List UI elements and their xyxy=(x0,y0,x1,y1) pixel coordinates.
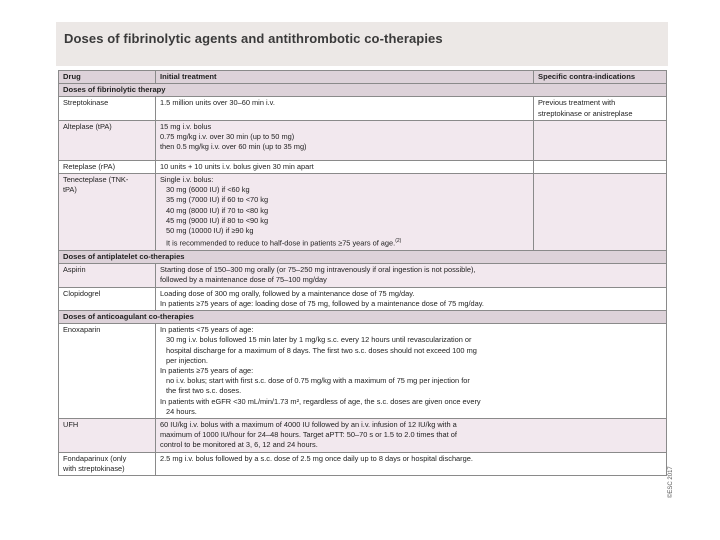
initial-streptokinase: 1.5 million units over 30–60 min i.v. xyxy=(156,97,534,120)
title-band xyxy=(56,22,668,66)
drug-alteplase: Alteplase (tPA) xyxy=(59,120,156,160)
header-initial-treatment: Initial treatment xyxy=(156,71,534,84)
dose-line: 60 IU/kg i.v. bolus with a maximum of 4000 IU followed by an i.v. infusion of 12 IU/kg with a xyxy=(160,419,457,429)
header-contra-indications: Specific contra-indications xyxy=(534,71,667,84)
table-row xyxy=(59,97,667,120)
drug-enoxaparin: Enoxaparin xyxy=(59,324,156,419)
drug-aspirin: Aspirin xyxy=(59,264,156,287)
dose-line: per injection. xyxy=(166,355,208,365)
table-row xyxy=(59,287,667,310)
contra-line: streptokinase or anistreplase xyxy=(538,108,633,118)
dosing-table-wrapper xyxy=(58,70,666,476)
drug-line: Fondaparinux (only xyxy=(63,453,127,463)
section-row-antiplatelet xyxy=(59,250,667,263)
initial-enoxaparin xyxy=(156,324,667,419)
table-row xyxy=(59,324,667,419)
drug-clopidogrel: Clopidogrel xyxy=(59,287,156,310)
dose-line: 30 mg i.v. bolus followed 15 min later by 1 mg/kg s.c. every 12 hours until revascularization or xyxy=(166,335,472,345)
page-title: Doses of fibrinolytic agents and antithrombotic co-therapies xyxy=(64,31,443,46)
header-drug: Drug xyxy=(59,71,156,84)
drug-line: with streptokinase) xyxy=(63,463,125,473)
contra-tenecteplase xyxy=(534,174,667,251)
dose-line: control to be monitored at 3, 6, 12 and 24 hours. xyxy=(160,440,318,450)
dose-line: In patients ≥75 years of age: loading dose of 75 mg, followed by a maintenance dose of 75 mg/day. xyxy=(160,298,484,308)
dose-line: maximum of 1000 IU/hour for 24–48 hours. Target aPTT: 50–70 s or 1.5 to 2.0 times that of xyxy=(160,430,457,440)
dose-line xyxy=(160,236,529,249)
initial-clopidogrel xyxy=(156,287,667,310)
table-row xyxy=(59,264,667,287)
dose-line: hospital discharge for a maximum of 8 days. The first two s.c. doses should not exceed 100 mg xyxy=(166,345,477,355)
contra-streptokinase xyxy=(534,97,667,120)
drug-line: Tenecteplase (TNK- xyxy=(63,175,129,185)
table-row xyxy=(59,120,667,160)
table-row xyxy=(59,418,667,452)
initial-tenecteplase xyxy=(156,174,534,251)
section-title-anticoagulant: Doses of anticoagulant co-therapies xyxy=(59,310,667,323)
table-row xyxy=(59,160,667,173)
initial-fondaparinux: 2.5 mg i.v. bolus followed by a s.c. dose of 2.5 mg once daily up to 8 days or hospital discharge. xyxy=(156,452,667,475)
contra-alteplase xyxy=(534,120,667,160)
dose-line: In patients <75 years of age: xyxy=(160,325,254,335)
drug-fondaparinux xyxy=(59,452,156,475)
drug-tenecteplase xyxy=(59,174,156,251)
initial-ufh xyxy=(156,418,667,452)
dose-line: 15 mg i.v. bolus xyxy=(160,121,212,131)
dose-line: 35 mg (7000 IU) if 60 to <70 kg xyxy=(166,195,269,205)
dose-line: then 0.5 mg/kg i.v. over 60 min (up to 35 mg) xyxy=(160,142,307,152)
dose-line: 45 mg (9000 IU) if 80 to <90 kg xyxy=(166,215,269,225)
dose-line: 24 hours. xyxy=(166,406,197,416)
dose-line: 30 mg (6000 IU) if <60 kg xyxy=(166,185,250,195)
section-title-antiplatelet: Doses of antiplatelet co-therapies xyxy=(59,250,667,263)
drug-reteplase: Reteplase (rPA) xyxy=(59,160,156,173)
drug-streptokinase: Streptokinase xyxy=(59,97,156,120)
section-title-fibrinolytic: Doses of fibrinolytic therapy xyxy=(59,84,667,97)
table-header-row xyxy=(59,71,667,84)
dose-line: 0.75 mg/kg i.v. over 30 min (up to 50 mg) xyxy=(160,132,295,142)
dose-line: 50 mg (10000 IU) if ≥90 kg xyxy=(166,226,254,236)
contra-reteplase xyxy=(534,160,667,173)
drug-ufh: UFH xyxy=(59,418,156,452)
dose-line: the first two s.c. doses. xyxy=(166,386,242,396)
dose-line: 40 mg (8000 IU) if 70 to <80 kg xyxy=(166,205,269,215)
dose-line: In patients with eGFR <30 mL/min/1.73 m², regardless of age, the s.c. doses are given once every xyxy=(160,396,481,406)
initial-reteplase: 10 units + 10 units i.v. bolus given 30 min apart xyxy=(156,160,534,173)
table-row xyxy=(59,174,667,251)
dose-note: It is recommended to reduce to half-dose in patients ≥75 years of age. xyxy=(166,238,396,248)
initial-alteplase xyxy=(156,120,534,160)
dose-line: Single i.v. bolus: xyxy=(160,175,214,185)
table-row xyxy=(59,452,667,475)
dosing-table xyxy=(58,70,667,476)
reference-marker: (2) xyxy=(395,238,402,245)
dose-line: Starting dose of 150–300 mg orally (or 75–250 mg intravenously if oral ingestion is not possible), xyxy=(160,265,476,275)
contra-line: Previous treatment with xyxy=(538,98,616,108)
initial-aspirin xyxy=(156,264,667,287)
dose-line: Loading dose of 300 mg orally, followed by a maintenance dose of 75 mg/day. xyxy=(160,288,415,298)
dose-line: followed by a maintenance dose of 75–100 mg/day xyxy=(160,275,327,285)
dose-line: In patients ≥75 years of age: xyxy=(160,365,254,375)
section-row-anticoagulant xyxy=(59,310,667,323)
esc-copyright-watermark: ©ESC 2017 xyxy=(668,466,674,498)
drug-line: tPA) xyxy=(63,185,77,195)
section-row-fibrinolytic xyxy=(59,84,667,97)
dose-line: no i.v. bolus; start with first s.c. dose of 0.75 mg/kg with a maximum of 75 mg per injection for xyxy=(166,376,470,386)
